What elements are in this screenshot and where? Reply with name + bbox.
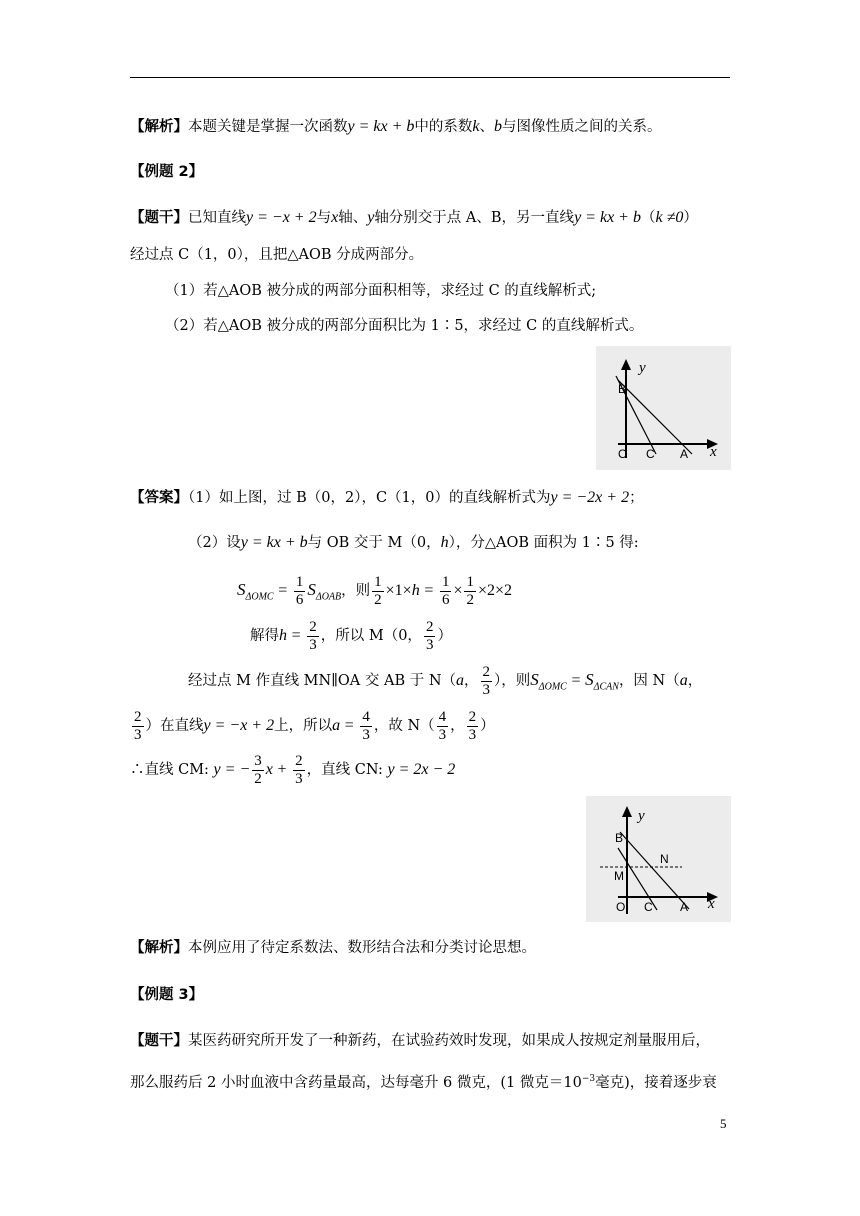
figure-2 — [586, 796, 731, 922]
text: ，故 N（ — [373, 718, 435, 734]
figure-2-graph — [586, 796, 731, 922]
x-axis-label: x — [710, 444, 717, 460]
stem-2-line1 — [130, 207, 698, 229]
fraction-3-2: $\frac{3}{2}$ — [254, 752, 262, 787]
header-rule — [130, 77, 730, 78]
fraction-2-3: $\frac{2}{3}$ — [295, 752, 303, 787]
point-A-label: A — [680, 900, 689, 914]
var-a: a — [679, 672, 688, 689]
para-n — [130, 706, 495, 746]
point-B-label: B — [615, 831, 624, 845]
x-axis-label: x — [708, 896, 715, 912]
equation: y = kx + b — [347, 118, 415, 135]
text: ） — [437, 628, 452, 644]
figure-1-graph — [596, 346, 731, 470]
fraction-1-2: $\frac{1}{2}$ — [374, 573, 382, 608]
figure-1 — [596, 346, 731, 470]
var-x: x — [265, 761, 273, 778]
var-h: h — [279, 627, 287, 644]
text: ，直线 CN: — [306, 762, 383, 778]
answer-2 — [188, 532, 639, 554]
fraction-4-3: $\frac{4}{3}$ — [438, 708, 447, 743]
equation: y = kx + b — [240, 534, 308, 551]
symbol-S: $S_{\Delta OAB}$ — [307, 580, 342, 603]
text: ∴直线 CM: — [130, 762, 209, 778]
condition: k ≠0 — [655, 209, 684, 226]
stem-2-line2: 经过点 C（1，0），且把△AOB 分成两部分。 — [130, 247, 424, 263]
answer-label: 【答案】 — [130, 490, 188, 506]
text: ，因 N（ — [618, 673, 680, 689]
symbol-S: $S_{\Delta OMC}$ — [237, 580, 274, 603]
point-N-label: N — [660, 852, 669, 866]
analysis-label: 【解析】 — [130, 119, 188, 135]
example-2-heading: 【例题 2】 — [130, 164, 204, 180]
text: 轴、 — [338, 210, 368, 226]
text: ） — [480, 718, 495, 734]
text: 本例应用了待定系数法、数形结合法和分类讨论思想。 — [188, 940, 536, 956]
operator: + — [277, 761, 287, 778]
var-h: h — [440, 534, 449, 551]
text: ，则 — [341, 583, 371, 599]
var-b: b — [494, 118, 503, 135]
text: ），分△AOB 面积为 1∶5 得: — [448, 535, 639, 551]
text: 轴分别交于点 A、B，另一直线 — [374, 210, 575, 226]
question-1: （1）若△AOB 被分成的两部分面积相等，求经过 C 的直线解析式; — [165, 283, 597, 299]
analysis-label: 【解析】 — [130, 940, 188, 956]
text: 中的系数 — [414, 119, 473, 135]
formula-area-ratio — [237, 570, 512, 617]
text: 上，所以 — [274, 718, 333, 734]
fraction-2-3: $\frac{2}{3}$ — [468, 708, 477, 743]
equation: y = 2x − 2 — [387, 761, 456, 778]
fraction-2-3: $\frac{2}{3}$ — [482, 663, 491, 698]
point-A-label: A — [680, 447, 689, 461]
equation: y = −x + 2 — [246, 209, 317, 226]
lines-cm-cn — [130, 750, 455, 790]
point-O-label: O — [616, 900, 626, 914]
equals: = — [344, 717, 354, 734]
point-C-label: C — [644, 900, 653, 914]
point-B-label: B — [618, 382, 627, 396]
fraction-1-6: $\frac{1}{6}$ — [295, 573, 304, 608]
equals: = — [278, 582, 288, 599]
answer-1 — [130, 487, 644, 509]
fraction-2-3: $\frac{2}{3}$ — [134, 708, 142, 743]
text: （2）设 — [188, 535, 241, 551]
equals: = — [424, 582, 434, 599]
para-mn — [188, 660, 702, 707]
y-axis-label: y — [639, 360, 646, 376]
equation: y = − — [213, 761, 251, 778]
text: 那么服药后 2 小时血液中含药量最高，达每毫升 6 微克，(1 微克＝10 — [130, 1074, 582, 1091]
text: ， — [687, 673, 703, 689]
point-C-label: C — [646, 447, 655, 461]
text: 已知直线 — [188, 210, 246, 226]
text: ， — [450, 718, 465, 734]
equals: = — [291, 627, 301, 644]
text: 本题关键是掌握一次函数 — [188, 119, 348, 135]
text: 、 — [479, 119, 495, 135]
symbol-S: $S_{\Delta CAN}$ — [585, 670, 619, 693]
page-number: 5 — [720, 1116, 727, 1131]
question-2: （2）若△AOB 被分成的两部分面积比为 1∶5，求经过 C 的直线解析式。 — [165, 318, 644, 334]
fraction-2-3: $\frac{2}{3}$ — [309, 618, 317, 653]
example-3-heading: 【例题 3】 — [130, 987, 204, 1003]
text: ），则 — [494, 673, 531, 689]
text: ，所以 M（0， — [320, 628, 422, 644]
text: （ — [640, 210, 656, 226]
analysis-2 — [130, 937, 536, 959]
stem-label: 【题干】 — [130, 1033, 188, 1049]
point-M-label: M — [614, 869, 624, 883]
var-h: h — [411, 582, 420, 599]
fraction-1-2: $\frac{1}{2}$ — [466, 573, 474, 608]
symbol-S: $S_{\Delta OMC}$ — [530, 670, 567, 693]
var-a: a — [456, 672, 465, 689]
y-axis-label: y — [638, 808, 645, 824]
stem-3-line1 — [130, 1030, 710, 1052]
text: ， — [464, 673, 479, 689]
text: 经过点 M 作直线 MN∥OA 交 AB 于 N（ — [188, 673, 457, 689]
fraction-1-6: $\frac{1}{6}$ — [441, 573, 450, 608]
text: 某医药研究所开发了一种新药，在试验药效时发现，如果成人按规定剂量服用后， — [188, 1033, 710, 1049]
point-O-label: O — [618, 447, 628, 461]
text: 与 — [316, 210, 332, 226]
stem-3-line2 — [130, 1068, 717, 1094]
var-y: y — [367, 209, 375, 226]
fraction-4-3: $\frac{4}{3}$ — [362, 708, 370, 743]
var-x: x — [331, 209, 339, 226]
text: 与 OB 交于 M（0， — [307, 535, 441, 551]
exponent: −3 — [581, 1074, 596, 1084]
equation: y = −2x + 2 — [550, 489, 630, 506]
var-k: k — [472, 118, 480, 135]
text: 与图像性质之间的关系。 — [502, 119, 662, 135]
operator: ×1× — [385, 582, 412, 599]
text: 毫克)，接着逐步衰 — [595, 1074, 717, 1091]
text: ）在直线 — [145, 718, 204, 734]
operator: ×2×2 — [477, 582, 513, 599]
formula-solve-h — [250, 616, 452, 656]
equation: y = kx + b — [574, 209, 641, 226]
equation: y = −x + 2 — [203, 717, 275, 734]
analysis-line — [130, 116, 662, 138]
stem-label: 【题干】 — [130, 210, 188, 226]
operator: × — [453, 582, 463, 599]
var-a: a — [332, 717, 341, 734]
text: ； — [629, 490, 644, 506]
fraction-2-3: $\frac{2}{3}$ — [425, 618, 434, 653]
text: 解得 — [250, 628, 279, 644]
equals: = — [571, 672, 581, 689]
text: （1）如上图，过 B（0，2），C（1，0）的直线解析式为 — [188, 490, 551, 506]
text: ） — [683, 210, 698, 226]
